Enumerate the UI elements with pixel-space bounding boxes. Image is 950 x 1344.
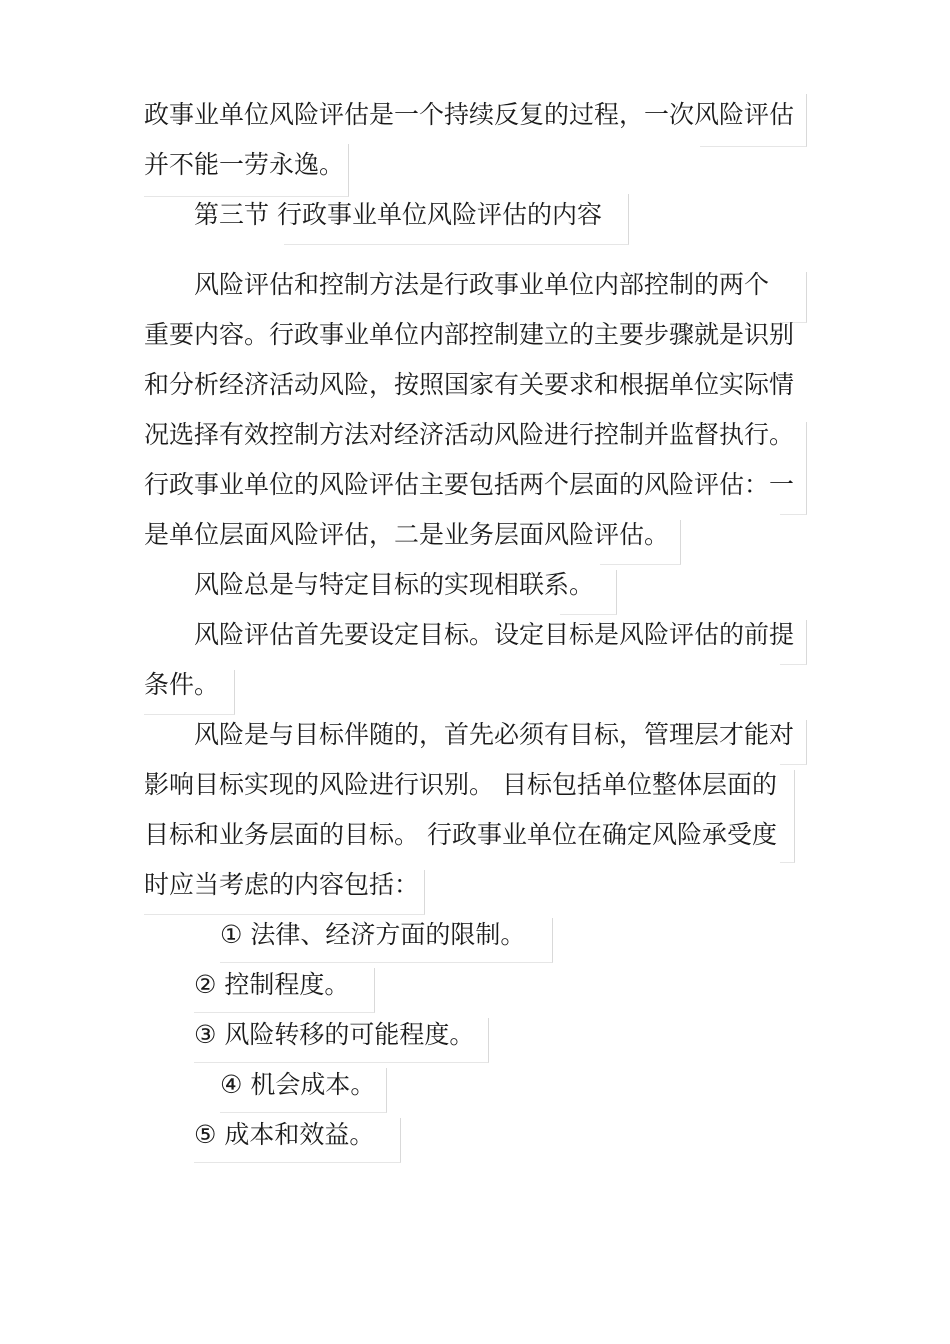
paragraph-line: 时应当考虑的内容包括： [144, 870, 420, 899]
paragraph-line: 风险评估和控制方法是行政事业单位内部控制的两个 [194, 270, 770, 299]
paragraph-line: 是单位层面风险评估，二是业务层面风险评估。 [144, 520, 670, 549]
text-box-mark [700, 94, 807, 147]
text-box-mark [600, 520, 681, 565]
paragraph-line: 况选择有效控制方法对经济活动风险进行控制并监督执行。 [144, 420, 795, 449]
text-box-mark [284, 194, 629, 245]
paragraph-line: 风险总是与特定目标的实现相联系。 [194, 570, 595, 599]
text-box-mark [194, 1118, 401, 1163]
paragraph-line: 和分析经济活动风险，按照国家有关要求和根据单位实际情 [144, 370, 795, 399]
paragraph-line: 风险评估首先要设定目标。设定目标是风险评估的前提 [194, 620, 795, 649]
paragraph-line: 重要内容。行政事业单位内部控制建立的主要步骤就是识别 [144, 320, 795, 349]
paragraph-line: 条件。 [144, 670, 220, 699]
paragraph-line: 行政事业单位的风险评估主要包括两个层面的风险评估：一 [144, 470, 795, 499]
text-box-mark [220, 1068, 387, 1113]
paragraph-line: 目标和业务层面的目标。 行政事业单位在确定风险承受度 [144, 820, 777, 849]
text-box-mark [560, 570, 617, 615]
text-box-mark [194, 968, 375, 1013]
text-box-mark [194, 1018, 489, 1063]
list-item: ③ 风险转移的可能程度。 [194, 1020, 475, 1049]
text-box-mark [144, 870, 425, 915]
paragraph-line: 并不能一劳永逸。 [144, 150, 345, 179]
list-item: ② 控制程度。 [194, 970, 350, 999]
text-box-mark [780, 770, 795, 863]
list-item: ① 法律、经济方面的限制。 [220, 920, 526, 949]
list-item: ④ 机会成本。 [220, 1070, 376, 1099]
text-box-mark [220, 918, 553, 963]
list-item: ⑤ 成本和效益。 [194, 1120, 375, 1149]
text-box-mark [780, 720, 807, 765]
paragraph-line: 政事业单位风险评估是一个持续反复的过程，一次风险评估 [144, 100, 795, 129]
paragraph-line: 风险是与目标伴随的，首先必须有目标，管理层才能对 [194, 720, 795, 749]
paragraph-line: 影响目标实现的风险进行识别。 目标包括单位整体层面的 [144, 770, 777, 799]
text-box-mark [780, 422, 807, 515]
section-heading: 第三节 行政事业单位风险评估的内容 [194, 200, 602, 229]
text-box-mark [780, 620, 807, 665]
text-box-mark [144, 670, 235, 715]
